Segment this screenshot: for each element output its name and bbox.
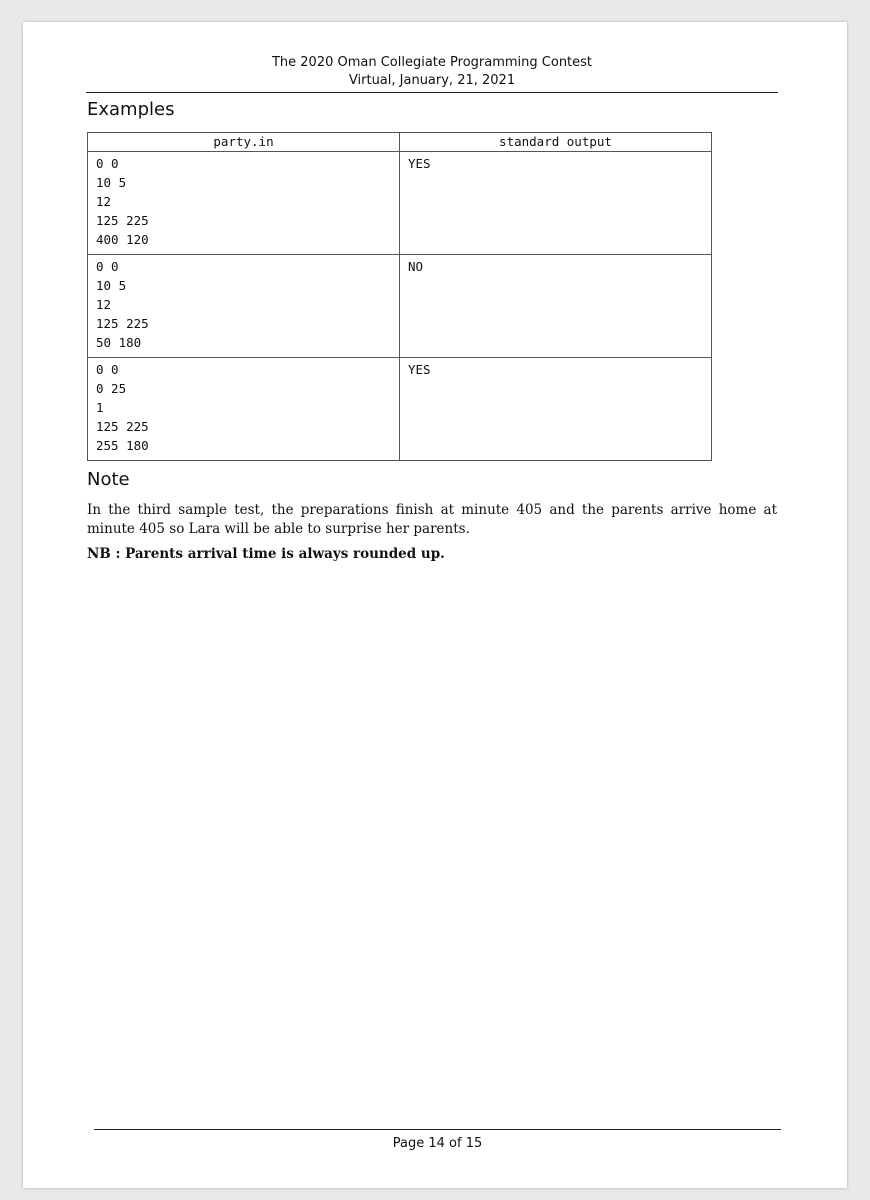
example-input-cell xyxy=(88,358,400,461)
output-line: YES xyxy=(408,362,431,377)
input-line: 10 5 xyxy=(96,175,127,190)
table-row xyxy=(88,255,712,358)
input-line: 400 120 xyxy=(96,232,149,247)
input-line: 12 xyxy=(96,194,112,209)
example-input-cell xyxy=(88,255,400,358)
note-paragraph: In the third sample test, the preparations finish at minute 405 and the parents arrive home at minute 405 so Lara will be able to surprise her parents. xyxy=(87,502,777,537)
input-line: 10 5 xyxy=(96,278,127,293)
examples-table xyxy=(87,132,712,461)
output-line: YES xyxy=(408,156,431,171)
input-line: 12 xyxy=(96,297,112,312)
input-line: 0 0 xyxy=(96,259,119,274)
example-output-cell xyxy=(400,255,712,358)
input-line: 0 25 xyxy=(96,381,127,396)
table-row xyxy=(88,358,712,461)
example-output-cell xyxy=(400,358,712,461)
footer-divider xyxy=(94,1129,781,1130)
input-line: 125 225 xyxy=(96,419,149,434)
input-line: 1 xyxy=(96,400,104,415)
input-column-header: party.in xyxy=(88,133,400,152)
table-header-row xyxy=(88,133,712,152)
examples-heading: Examples xyxy=(87,99,175,120)
document-page xyxy=(23,22,847,1188)
example-output-cell xyxy=(400,152,712,255)
contest-title: The 2020 Oman Collegiate Programming Contest xyxy=(271,55,593,70)
example-input-cell xyxy=(88,152,400,255)
input-line: 125 225 xyxy=(96,316,149,331)
note-heading: Note xyxy=(87,469,130,490)
input-line: 50 180 xyxy=(96,335,142,350)
nb-remark: NB : Parents arrival time is always rounded up. xyxy=(87,546,445,562)
input-line: 0 0 xyxy=(96,156,119,171)
output-line: NO xyxy=(408,259,424,274)
input-line: 125 225 xyxy=(96,213,149,228)
input-line: 255 180 xyxy=(96,438,149,453)
input-line: 0 0 xyxy=(96,362,119,377)
output-column-header: standard output xyxy=(400,133,712,152)
page-number: Page 14 of 15 xyxy=(392,1136,483,1151)
contest-date: Virtual, January, 21, 2021 xyxy=(348,73,516,88)
table-row xyxy=(88,152,712,255)
header-divider xyxy=(86,92,778,93)
